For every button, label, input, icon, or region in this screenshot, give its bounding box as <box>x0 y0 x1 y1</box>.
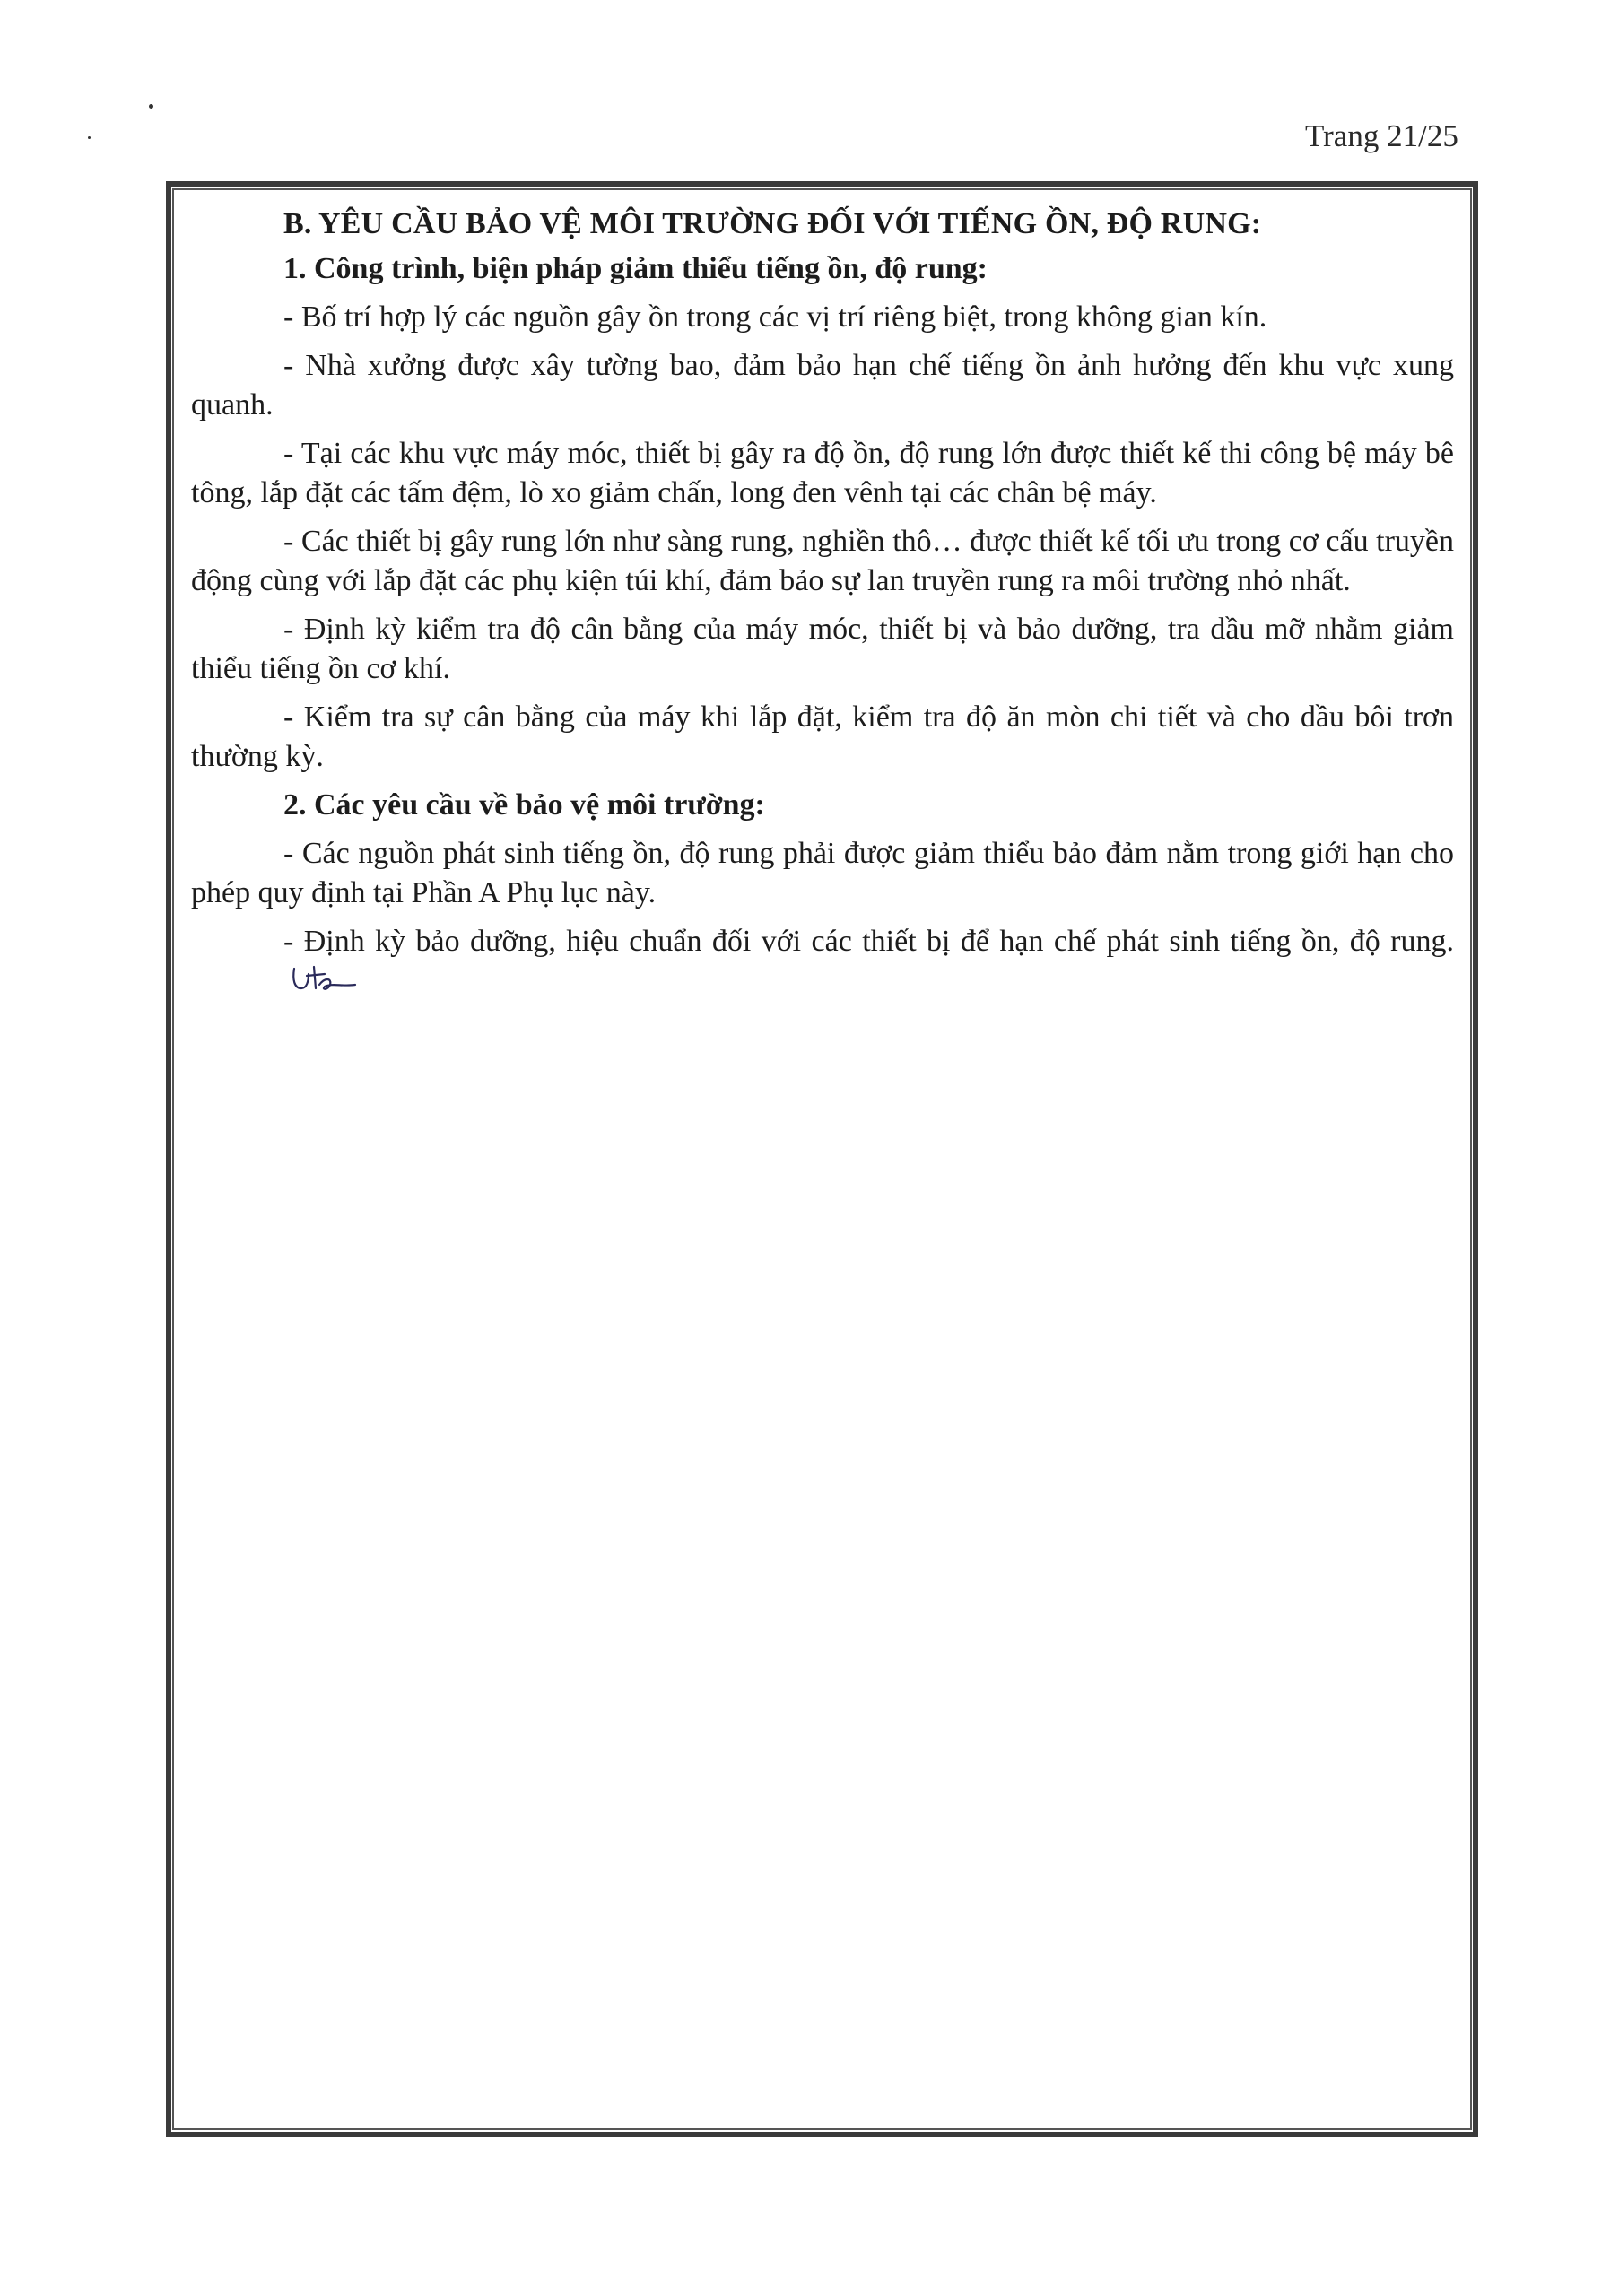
document-body <box>191 204 1454 1017</box>
paragraph-with-initial <box>191 922 1454 1008</box>
paragraph: - Định kỳ kiểm tra độ cân bằng của máy móc, thiết bị và bảo dưỡng, tra dầu mỡ nhằm giảm thiểu tiếng ồn cơ khí. <box>191 613 1454 685</box>
section-title: B. YÊU CẦU BẢO VỆ MÔI TRƯỜNG ĐỐI VỚI TIẾNG ỒN, ĐỘ RUNG: <box>283 207 1262 240</box>
subsection-heading: 1. Công trình, biện pháp giảm thiểu tiếng ồn, độ rung: <box>283 252 988 285</box>
paragraph: - Nhà xưởng được xây tường bao, đảm bảo hạn chế tiếng ồn ảnh hưởng đến khu vực xung quanh. <box>191 349 1454 422</box>
paragraph: - Các thiết bị gây rung lớn như sàng rung, nghiền thô… được thiết kế tối ưu trong cơ cấu truyền động cùng với lắp đặt các phụ kiện túi khí, đảm bảo sự lan truyền rung ra môi trường nhỏ nhất. <box>191 525 1454 597</box>
page-number: Trang 21/25 <box>1305 118 1458 153</box>
paragraph: - Các nguồn phát sinh tiếng ồn, độ rung phải được giảm thiểu bảo đảm nằm trong giới hạn cho phép quy định tại Phần A Phụ lục này. <box>191 837 1454 909</box>
subsection-heading: 2. Các yêu cầu về bảo vệ môi trường: <box>283 788 765 822</box>
paragraph: - Bố trí hợp lý các nguồn gây ồn trong các vị trí riêng biệt, trong không gian kín. <box>283 300 1267 334</box>
paragraph: - Tại các khu vực máy móc, thiết bị gây ra độ ồn, độ rung lớn được thiết kế thi công bệ máy bê tông, lắp đặt các tấm đệm, lò xo giảm chấn, long đen vênh tại các chân bệ máy. <box>191 437 1454 509</box>
scan-speck <box>149 104 153 109</box>
paragraph-text: - Định kỳ bảo dưỡng, hiệu chuẩn đối với các thiết bị để hạn chế phát sinh tiếng ồn, độ rung. <box>283 925 1454 958</box>
paragraph: - Kiểm tra sự cân bằng của máy khi lắp đặt, kiểm tra độ ăn mòn chi tiết và cho dầu bôi trơn thường kỳ. <box>191 700 1454 773</box>
handwritten-initial-icon <box>196 961 359 1008</box>
scan-speck <box>88 136 91 139</box>
